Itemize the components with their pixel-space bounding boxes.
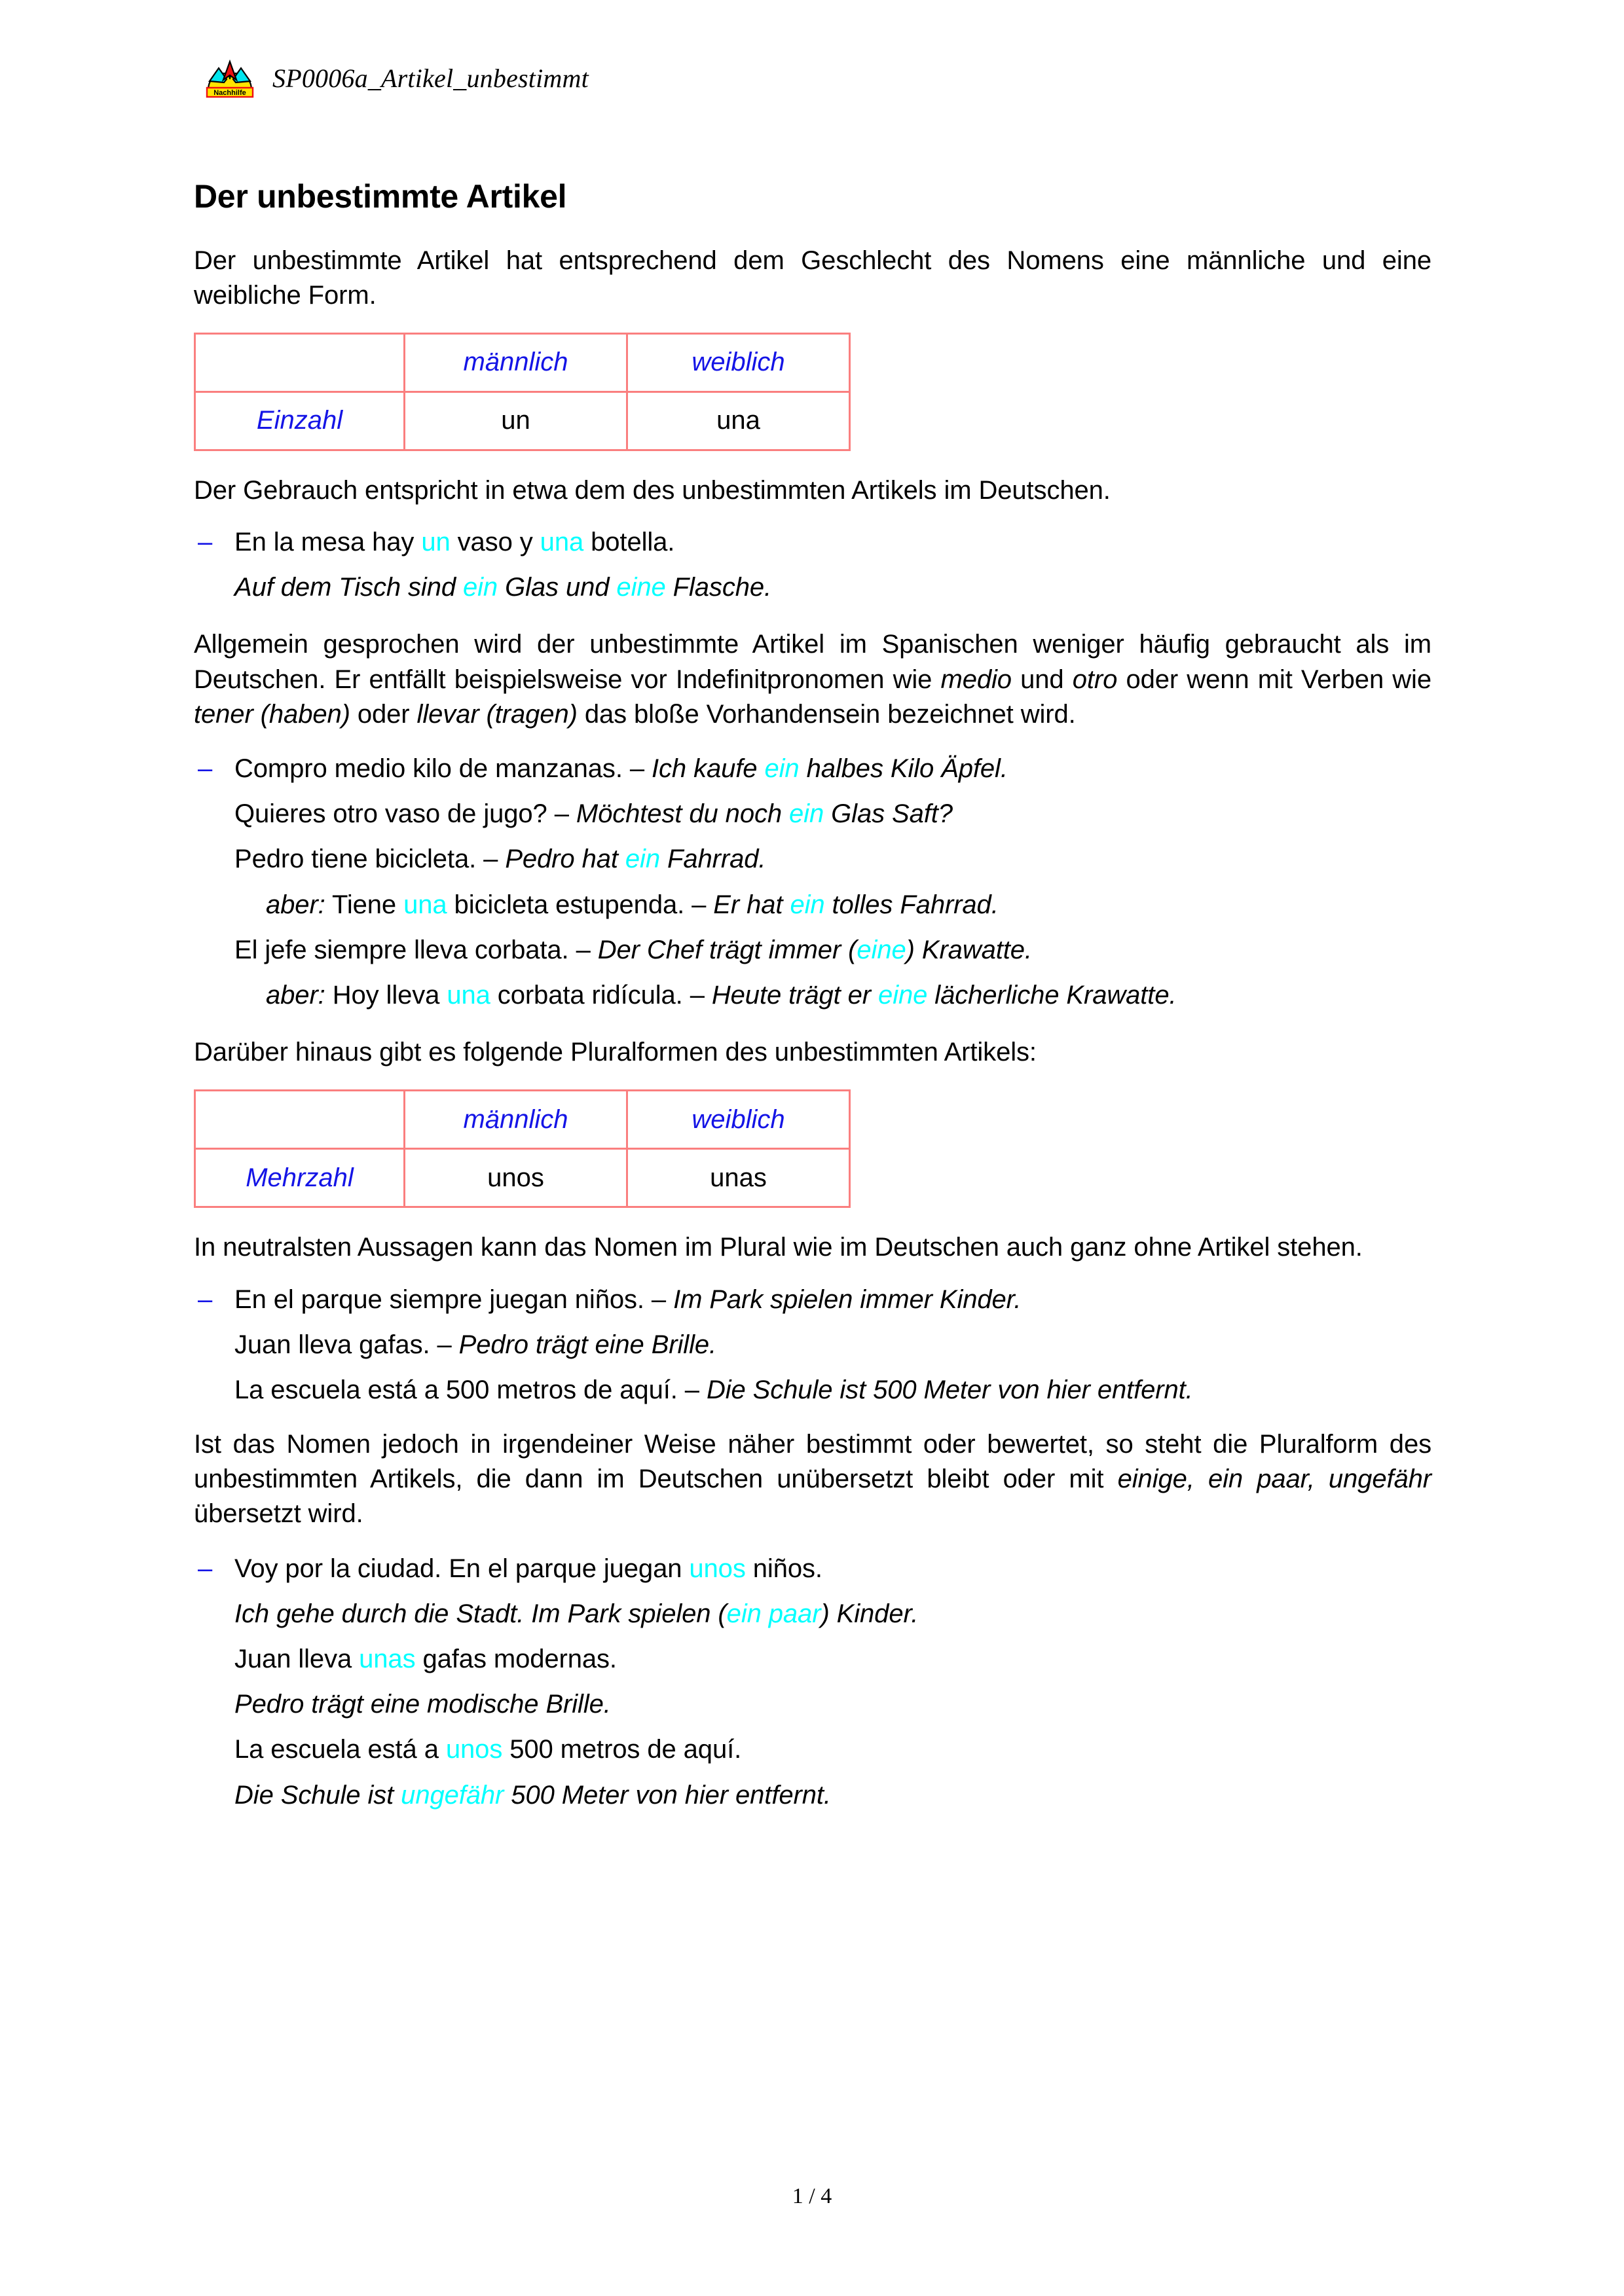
- table-cell-blank: [195, 1091, 405, 1149]
- paragraph-text: und: [1011, 665, 1073, 694]
- highlight-word: ein: [764, 754, 800, 783]
- example-translation: halbes Kilo Äpfel.: [799, 754, 1008, 783]
- highlight-word: eine: [878, 980, 928, 1010]
- table-header-feminine: weiblich: [627, 1091, 850, 1149]
- example-translation: Glas Saft?: [824, 799, 953, 829]
- document-body: [194, 178, 1431, 1832]
- example-text: Compro medio kilo de manzanas. –: [234, 754, 652, 783]
- table-row: [195, 392, 850, 450]
- highlight-word: ein paar: [726, 1599, 821, 1628]
- highlight-word: unos: [689, 1554, 746, 1583]
- italic-term: otro: [1072, 665, 1118, 694]
- example-translation: Fahrrad.: [659, 845, 766, 874]
- example-text: Pedro tiene bicicleta. –: [234, 845, 506, 874]
- example-translation: Er hat: [713, 890, 790, 919]
- example-text: La escuela está a: [234, 1735, 446, 1764]
- example-text: corbata ridícula. –: [490, 980, 712, 1010]
- example-text: Juan lleva: [234, 1645, 360, 1673]
- example-block-1: [194, 525, 1431, 605]
- example-text: niños.: [745, 1554, 822, 1583]
- page-footer: [0, 2184, 1624, 2209]
- neutral-statement-paragraph: In neutralsten Aussagen kann das Nomen im Plural wie im Deutschen auch ganz ohne Artikel stehen.: [194, 1233, 1363, 1262]
- example-text: gafas modernas.: [415, 1645, 617, 1673]
- example-text: Juan lleva gafas. –: [234, 1330, 459, 1359]
- plural-intro-paragraph: Darüber hinaus gibt es folgende Pluralformen des unbestimmten Artikels:: [194, 1038, 1037, 1067]
- highlight-word: una: [540, 528, 584, 557]
- italic-term: einige, ein paar, ungefähr: [1117, 1465, 1431, 1494]
- highlight-word: eine: [857, 935, 906, 964]
- document-code-label: SP0006a_Artikel_unbestimmt: [272, 63, 589, 93]
- page-number: 1 / 4: [792, 2184, 832, 2208]
- paragraph-text: oder wenn mit Verben wie: [1117, 665, 1431, 694]
- example-translation: tolles Fahrrad.: [824, 890, 999, 919]
- example-line-german: [194, 1778, 1431, 1813]
- example-line-german: [194, 570, 1431, 605]
- highlight-word: ein: [789, 799, 824, 829]
- table-cell-blank: [195, 333, 405, 392]
- intro-paragraph: Der unbestimmte Artikel hat entsprechend dem Geschlecht des Nomens eine männliche und eine weibliche Form.: [194, 246, 1431, 310]
- example-text: bicicleta estupenda. –: [447, 890, 714, 919]
- example-text: Tiene: [325, 890, 404, 919]
- example-text: Voy por la ciudad. En el parque juegan: [234, 1554, 690, 1583]
- example-line: [194, 933, 1431, 968]
- example-line: [194, 1552, 1431, 1586]
- paragraph-text: Ist das Nomen jedoch in irgendeiner Weise näher bestimmt oder bewertet, so steht die Pluralform des unbestimmten Artikels, die dann im Deutschen unübersetzt bleibt oder mit: [194, 1430, 1431, 1494]
- example-block-3: [194, 1283, 1431, 1408]
- example-text: botella.: [583, 528, 675, 557]
- italic-term: tener (haben): [194, 699, 350, 729]
- example-translation: Die Schule ist 500 Meter von hier entfernt.: [706, 1375, 1193, 1404]
- example-line-spanish: [194, 525, 1431, 560]
- table-cell-unos: unos: [405, 1149, 627, 1207]
- usage-paragraph: Der Gebrauch entspricht in etwa dem des unbestimmten Artikels im Deutschen.: [194, 475, 1111, 505]
- example-translation: ) Krawatte.: [906, 935, 1032, 964]
- example-line-aber: [194, 888, 1431, 922]
- example-line: [194, 797, 1431, 831]
- example-line: [194, 1328, 1431, 1362]
- example-translation: Ich gehe durch die Stadt. Im Park spielen (: [234, 1599, 727, 1628]
- general-usage-paragraph: [194, 627, 1431, 732]
- paragraph-text: Allgemein gesprochen wird der unbestimmte Artikel im Spanischen weniger häufig gebraucht als im Deutschen. Er entfällt beispielsweise vor Indefinitpronomen wie: [194, 630, 1431, 694]
- page-header: [204, 58, 589, 98]
- table-row: [195, 1149, 850, 1207]
- example-text: Flasche.: [665, 573, 772, 602]
- example-translation: Pedro trägt eine Brille.: [458, 1330, 717, 1359]
- highlight-word: ungefähr: [401, 1780, 504, 1810]
- highlight-word: unos: [445, 1735, 503, 1764]
- example-text: Quieres otro vaso de jugo? –: [234, 799, 576, 829]
- example-line: [194, 1373, 1431, 1408]
- example-line-german: Pedro trägt eine modische Brille.: [234, 1690, 611, 1719]
- italic-term: medio: [940, 665, 1012, 694]
- bullet-dash-icon: –: [198, 1554, 213, 1583]
- table-cell-un: un: [405, 392, 627, 450]
- aber-label: aber:: [266, 890, 325, 919]
- example-text: En el parque siempre juegan niños. –: [234, 1285, 674, 1314]
- highlight-word: unas: [359, 1645, 416, 1673]
- bullet-dash-icon: –: [198, 754, 213, 783]
- example-text: Glas und: [498, 573, 617, 602]
- highlight-word: ein: [790, 890, 825, 919]
- svg-text:Nachhilfe: Nachhilfe: [213, 89, 246, 97]
- table-header-feminine: weiblich: [627, 333, 850, 392]
- example-translation: Heute trägt er: [711, 980, 879, 1010]
- example-line: [194, 842, 1431, 877]
- table-row-label-singular: Einzahl: [195, 392, 405, 450]
- table-row: [195, 1091, 850, 1149]
- example-translation: Pedro hat: [505, 845, 625, 874]
- highlight-word: una: [447, 980, 490, 1010]
- determined-noun-paragraph: [194, 1427, 1431, 1532]
- example-text: En la mesa hay: [234, 528, 422, 557]
- example-text: El jefe siempre lleva corbata. –: [234, 935, 598, 964]
- example-text: vaso y: [450, 528, 540, 557]
- example-line: [194, 1732, 1431, 1767]
- example-block-2: [194, 752, 1431, 1013]
- example-translation: 500 Meter von hier entfernt.: [504, 1780, 831, 1810]
- table-singular-forms: [194, 333, 851, 451]
- example-line: [194, 1642, 1431, 1677]
- example-translation: Ich kaufe: [652, 754, 765, 783]
- example-text: Hoy lleva: [325, 980, 447, 1010]
- table-row: [195, 333, 850, 392]
- table-cell-unas: unas: [627, 1149, 850, 1207]
- highlight-word: ein: [463, 573, 498, 602]
- highlight-word: ein: [625, 845, 660, 874]
- table-cell-una: una: [627, 392, 850, 450]
- paragraph-text: übersetzt wird.: [194, 1499, 363, 1529]
- page-title: Der unbestimmte Artikel: [194, 178, 567, 215]
- example-line-aber: [194, 978, 1431, 1013]
- italic-term: llevar (tragen): [416, 699, 578, 729]
- table-header-masculine: männlich: [405, 333, 627, 392]
- example-text: La escuela está a 500 metros de aquí. –: [234, 1375, 707, 1404]
- example-translation: Im Park spielen immer Kinder.: [673, 1285, 1022, 1314]
- example-translation: ) Kinder.: [821, 1599, 919, 1628]
- highlight-word: una: [403, 890, 447, 919]
- paragraph-text: oder: [350, 699, 417, 729]
- example-translation: Der Chef trägt immer (: [597, 935, 857, 964]
- example-text: 500 metros de aquí.: [502, 1735, 742, 1764]
- example-text: Auf dem Tisch sind: [234, 573, 463, 602]
- example-block-4: [194, 1552, 1431, 1813]
- bullet-dash-icon: –: [198, 1285, 213, 1314]
- example-line-german: [194, 1597, 1431, 1631]
- example-line: [194, 752, 1431, 786]
- bullet-dash-icon: –: [198, 528, 213, 557]
- highlight-word: un: [421, 528, 451, 557]
- paragraph-text: das bloße Vorhandensein bezeichnet wird.: [577, 699, 1076, 729]
- example-translation: Die Schule ist: [234, 1780, 401, 1810]
- aber-label: aber:: [266, 980, 325, 1010]
- highlight-word: eine: [616, 573, 666, 602]
- table-header-masculine: männlich: [405, 1091, 627, 1149]
- table-plural-forms: [194, 1089, 851, 1208]
- example-line: [194, 1283, 1431, 1317]
- example-translation: Möchtest du noch: [576, 799, 790, 829]
- nachhilfe-logo-icon: [204, 58, 255, 98]
- example-translation: lächerliche Krawatte.: [927, 980, 1177, 1010]
- table-row-label-plural: Mehrzahl: [195, 1149, 405, 1207]
